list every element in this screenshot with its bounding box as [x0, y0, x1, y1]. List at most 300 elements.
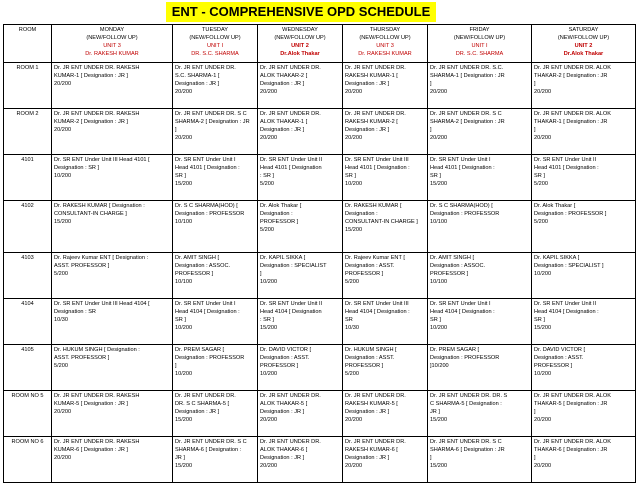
day-sub: (NEW/FOLLOW UP) [557, 35, 610, 42]
cell-line: Dr. SR ENT Under Unit I [430, 301, 491, 307]
cell-line: THAKAR-6 [ Designation : JR [534, 447, 608, 454]
cell-line: SR ] [175, 317, 186, 324]
cell-line: 20/200 [175, 135, 193, 142]
day-header [173, 25, 258, 63]
table-row [4, 155, 636, 201]
cell-line: Dr. SR ENT Under Unit II [534, 301, 597, 307]
cell-line: ] [430, 81, 432, 88]
cell-line: Dr. SR ENT Under Unit III [345, 157, 409, 163]
room-cell: ROOM NO 5 [4, 391, 52, 437]
schedule-cell [52, 299, 173, 345]
cell-line: SHARMA-1 [ Designation : JR [430, 73, 505, 80]
cell-line: 15/200 [54, 219, 72, 226]
cell-line: Designation : ASST. [260, 355, 310, 362]
table-row [4, 299, 636, 345]
schedule-cell [532, 299, 636, 345]
cell-line: Dr. AMIT SINGH [ [175, 255, 220, 261]
schedule-cell [258, 109, 343, 155]
cell-line: Dr. HUKUM SINGH [ Designation : [54, 347, 140, 353]
table-row [4, 109, 636, 155]
cell-line: Dr. JR ENT UNDER DR. S C [175, 439, 247, 445]
cell-line: SHARMA-2 [ Designation : JR [175, 119, 250, 126]
schedule-cell [343, 345, 428, 391]
day-doctor: Dr. RAKESH KUMAR [358, 51, 412, 58]
schedule-cell [173, 299, 258, 345]
schedule-cell [343, 63, 428, 109]
cell-line: ] [260, 271, 262, 278]
cell-line: Dr. JR ENT UNDER DR. [345, 111, 406, 117]
schedule-cell [532, 253, 636, 299]
schedule-cell [173, 155, 258, 201]
cell-line: 20/200 [54, 455, 72, 462]
cell-line: C SHARMA-5 [ Designation : [430, 401, 502, 408]
cell-line: Designation : SPECIALIST ] [534, 263, 604, 270]
cell-line: THAKAR-2 [ Designation : JR [534, 73, 608, 80]
cell-line: THAKAR-5 [ Designation : JR [534, 401, 608, 408]
cell-line: 5/200 [534, 181, 548, 188]
schedule-cell [258, 155, 343, 201]
cell-line: KUMAR-2 [ Designation : JR ] [54, 119, 128, 126]
cell-line: ]10/200 [430, 363, 449, 370]
cell-line: PROFESSOR ] [345, 271, 384, 278]
schedule-cell [532, 109, 636, 155]
cell-line: ALOK THAKAR-2 [ [260, 73, 308, 80]
schedule-cell [428, 345, 532, 391]
cell-line: 15/200 [175, 181, 193, 188]
cell-line: 20/200 [260, 89, 278, 96]
day-name: SATURDAY [568, 27, 599, 33]
cell-line: JR ] [430, 409, 440, 416]
day-sub: (NEW/FOLLOW UP) [189, 35, 241, 42]
cell-line: S.C. SHARMA-1 [ [175, 73, 220, 80]
room-cell: ROOM NO 6 [4, 437, 52, 483]
cell-line: Dr. SR ENT Under Unit II [260, 301, 323, 307]
cell-line: Head 4101 [ Designation : [534, 165, 599, 172]
cell-line: JR ] [175, 455, 185, 462]
cell-line: 10/100 [175, 279, 193, 286]
day-unit: UNIT 2 [574, 43, 593, 50]
cell-line: 5/200 [345, 371, 359, 378]
cell-line: SR ] [430, 173, 441, 180]
room-column-header: ROOM [4, 25, 52, 63]
schedule-cell [428, 253, 532, 299]
cell-line: ALOK THAKAR-5 [ [260, 401, 308, 408]
cell-line: Designation : JR ] [175, 81, 220, 88]
day-unit: UNIT 3 [376, 43, 394, 50]
schedule-cell [173, 109, 258, 155]
cell-line: 10/100 [175, 219, 193, 226]
schedule-cell [173, 391, 258, 437]
cell-line: PROFESSOR ] [345, 363, 384, 370]
day-unit: UNIT 3 [103, 43, 121, 50]
day-doctor: DR. S.C. SHARMA [191, 51, 239, 58]
day-header [428, 25, 532, 63]
cell-line: 20/200 [345, 89, 363, 96]
cell-line: 20/200 [430, 89, 448, 96]
cell-line: Head 4101 [ Designation : [175, 165, 240, 172]
cell-line: Designation : SPECIALIST [260, 263, 327, 270]
cell-line: PROFESSOR ] [534, 363, 573, 370]
cell-line: SR ] [175, 173, 186, 180]
cell-line: 10/200 [534, 371, 552, 378]
cell-line: Head 4104 [ Designation : [175, 309, 240, 316]
cell-line: SHARMA-6 [ Designation : [175, 447, 242, 454]
cell-line: 5/200 [260, 181, 274, 188]
day-name: THURSDAY [369, 27, 401, 33]
cell-line: CONSULTANT-IN CHARGE ] [345, 219, 418, 226]
cell-line: 10/200 [260, 371, 278, 378]
cell-line: Dr. Rajeev Kumar ENT [ [345, 255, 405, 261]
cell-line: 15/200 [430, 417, 448, 424]
day-doctor: Dr. RAKESH KUMAR [85, 51, 139, 58]
cell-line: 10/200 [54, 173, 72, 180]
cell-line: Dr. Alok Thakar [ [534, 203, 576, 209]
cell-line: Dr. JR ENT UNDER DR. [345, 65, 406, 71]
cell-line: Designation : PROFESSOR [175, 355, 245, 362]
cell-line: Head 4101 [ Designation [260, 165, 322, 172]
table-row [4, 63, 636, 109]
cell-line: 20/200 [345, 135, 363, 142]
cell-line: THAKAR-1 [ Designation : JR [534, 119, 608, 126]
cell-line: Designation : JR ] [175, 409, 220, 416]
schedule-cell [532, 391, 636, 437]
cell-line: ] [175, 127, 177, 134]
cell-line: Dr. SR ENT Under Unit III Head 4101 [ [54, 157, 150, 163]
cell-line: 20/200 [54, 127, 72, 134]
cell-line: Dr. JR ENT UNDER DR. ALOK [534, 393, 611, 399]
day-unit: UNIT I [471, 43, 488, 50]
cell-line: Designation : [260, 211, 293, 218]
cell-line: 20/200 [534, 463, 552, 470]
schedule-cell [258, 437, 343, 483]
cell-line: Designation : JR ] [260, 455, 305, 462]
schedule-cell [343, 109, 428, 155]
cell-line: Designation : [345, 211, 378, 218]
day-sub: (NEW/FOLLOW UP) [86, 35, 138, 42]
schedule-cell [173, 63, 258, 109]
cell-line: ] [430, 127, 432, 134]
cell-line: 10/200 [260, 279, 278, 286]
page-title: ENT - COMPREHENSIVE OPD SCHEDULE [166, 2, 436, 22]
schedule-cell [532, 63, 636, 109]
cell-line: 15/200 [430, 463, 448, 470]
cell-line: 5/200 [534, 219, 548, 226]
schedule-cell [343, 299, 428, 345]
day-sub: (NEW/FOLLOW UP) [359, 35, 411, 42]
cell-line: Head 4101 [ Designation : [430, 165, 495, 172]
cell-line: Designation : JR ] [260, 409, 305, 416]
schedule-cell [173, 437, 258, 483]
cell-line: 10/200 [430, 325, 448, 332]
day-unit: UNIT 2 [291, 43, 309, 50]
cell-line: ] [175, 363, 177, 370]
cell-line: Designation : JR ] [345, 409, 390, 416]
cell-line: Dr. JR ENT UNDER DR. [175, 393, 236, 399]
cell-line: Dr. JR ENT UNDER DR. [260, 65, 321, 71]
cell-line: 10/30 [345, 325, 359, 332]
day-header [52, 25, 173, 63]
cell-line: ALOK THAKAR-6 [ [260, 447, 308, 454]
cell-line: Designation : ASSOC. [430, 263, 486, 270]
schedule-cell [52, 201, 173, 253]
schedule-cell [428, 437, 532, 483]
schedule-cell [532, 345, 636, 391]
cell-line: PROFESSOR ] [260, 219, 299, 226]
cell-line: KUMAR-1 [ Designation : JR ] [54, 73, 128, 80]
cell-line: ] [534, 409, 536, 416]
room-cell: 4103 [4, 253, 52, 299]
cell-line: 20/200 [260, 417, 278, 424]
day-header [343, 25, 428, 63]
cell-line: 5/200 [345, 279, 359, 286]
cell-line: Dr. SR ENT Under Unit I [175, 157, 236, 163]
cell-line: Designation : JR ] [260, 127, 305, 134]
day-name: MONDAY [99, 27, 125, 33]
cell-line: 5/200 [260, 227, 274, 234]
cell-line: Designation : JR ] [260, 81, 305, 88]
table-row [4, 253, 636, 299]
day-name: TUESDAY [201, 27, 228, 33]
cell-line: RAKESH KUMAR-2 [ [345, 119, 398, 126]
cell-line: ] [534, 455, 536, 462]
header-row [4, 25, 636, 63]
cell-line: 20/200 [534, 135, 552, 142]
cell-line: Dr. S C SHARMA(HOD) [ [430, 203, 493, 209]
cell-line: 10/200 [175, 325, 193, 332]
schedule-cell [258, 253, 343, 299]
cell-line: 15/200 [175, 463, 193, 470]
cell-line: Dr. JR ENT UNDER DR. ALOK [534, 439, 611, 445]
cell-line: Designation : PROFESSOR ] [534, 211, 607, 218]
cell-line: PROFESSOR ] [260, 363, 299, 370]
cell-line: Dr. Rajeev Kumar ENT [ Designation : [54, 255, 149, 261]
cell-line: Dr. JR ENT UNDER DR. [345, 439, 406, 445]
cell-line: Head 4101 [ Designation : [345, 165, 410, 172]
cell-line: Dr. HUKUM SINGH [ [345, 347, 397, 353]
cell-line: Dr. JR ENT UNDER DR. S C [430, 111, 502, 117]
cell-line: Dr. SR ENT Under Unit III [345, 301, 409, 307]
cell-line: 10/200 [534, 271, 552, 278]
cell-line: Dr. JR ENT UNDER DR. [260, 439, 321, 445]
schedule-cell [173, 345, 258, 391]
cell-line: 20/200 [430, 135, 448, 142]
cell-line: ] [534, 127, 536, 134]
day-header [258, 25, 343, 63]
day-doctor: Dr.Alok Thakar [280, 51, 320, 58]
schedule-cell [532, 437, 636, 483]
cell-line: 15/200 [175, 417, 193, 424]
cell-line: 20/200 [260, 463, 278, 470]
cell-line: Dr. JR ENT UNDER DR. RAKESH [54, 111, 140, 117]
cell-line: 15/200 [260, 325, 278, 332]
cell-line: ASST. PROFESSOR ] [54, 263, 110, 270]
cell-line: Dr. JR ENT UNDER DR. [260, 111, 321, 117]
cell-line: SR ] [534, 173, 545, 180]
schedule-cell [52, 253, 173, 299]
cell-line: Dr. JR ENT UNDER DR. [260, 393, 321, 399]
cell-line: 20/200 [345, 463, 363, 470]
cell-line: 5/200 [54, 363, 68, 370]
cell-line: Designation : SR [54, 309, 96, 316]
schedule-cell [258, 299, 343, 345]
cell-line: Dr. SR ENT Under Unit I [430, 157, 491, 163]
cell-line: Dr. Alok Thakar [ [260, 203, 302, 209]
cell-line: ] [430, 455, 432, 462]
cell-line: 15/200 [534, 325, 552, 332]
cell-line: Head 4104 [ Designation : [345, 309, 410, 316]
table-row [4, 345, 636, 391]
schedule-cell [343, 201, 428, 253]
opd-schedule-table [3, 24, 636, 483]
schedule-cell [52, 391, 173, 437]
schedule-cell [532, 155, 636, 201]
cell-line: Designation : JR ] [345, 81, 390, 88]
room-cell: 4104 [4, 299, 52, 345]
day-doctor: Dr.Alok Thakar [563, 51, 604, 58]
cell-line: CONSULTANT-IN CHARGE ] [54, 211, 127, 218]
room-cell: ROOM 2 [4, 109, 52, 155]
cell-line: : SR ] [260, 317, 274, 324]
cell-line: 20/200 [175, 89, 193, 96]
day-sub: (NEW/FOLLOW UP) [453, 35, 506, 42]
cell-line: 20/200 [534, 417, 552, 424]
cell-line: Dr. JR ENT UNDER DR. S C [175, 111, 247, 117]
room-cell: ROOM 1 [4, 63, 52, 109]
schedule-cell [428, 391, 532, 437]
schedule-cell [428, 63, 532, 109]
cell-line: Dr. JR ENT UNDER DR. RAKESH [54, 439, 140, 445]
room-cell: 4102 [4, 201, 52, 253]
schedule-body [4, 63, 636, 483]
cell-line: KUMAR-5 [ Designation : JR ] [54, 401, 128, 408]
schedule-cell [428, 299, 532, 345]
cell-line: 20/200 [54, 409, 72, 416]
cell-line: Dr. SR ENT Under Unit II [534, 157, 597, 163]
cell-line: Designation : ASST. [534, 355, 584, 362]
day-name: WEDNESDAY [282, 27, 318, 33]
schedule-cell [52, 437, 173, 483]
cell-line: 5/200 [54, 271, 68, 278]
cell-line: RAKESH KUMAR-6 [ [345, 447, 398, 454]
cell-line: Head 4104 [ Designation [260, 309, 322, 316]
room-cell: 4101 [4, 155, 52, 201]
cell-line: 10/30 [54, 317, 68, 324]
cell-line: Designation : PROFESSOR [430, 355, 500, 362]
cell-line: SHARMA-6 [ Designation : JR [430, 447, 505, 454]
cell-line: Head 4104 [ Designation : [534, 309, 599, 316]
table-row [4, 391, 636, 437]
cell-line: PROFESSOR ] [175, 271, 214, 278]
schedule-cell [52, 63, 173, 109]
schedule-cell [343, 391, 428, 437]
cell-line: RAKESH KUMAR-5 [ [345, 401, 398, 408]
schedule-cell [343, 437, 428, 483]
cell-line: Designation : ASSOC. [175, 263, 231, 270]
cell-line: Dr. JR ENT UNDER DR. S.C. [430, 65, 504, 71]
cell-line: ALOK THAKAR-1 [ [260, 119, 308, 126]
day-header [532, 25, 636, 63]
schedule-cell [343, 155, 428, 201]
cell-line: Dr. DAVID VICTOR [ [260, 347, 312, 353]
cell-line: 10/200 [345, 181, 363, 188]
cell-line: SR ] [430, 317, 441, 324]
cell-line: Dr. PREM SAGAR [ [430, 347, 480, 353]
cell-line: DR. S C SHARMA-5 [ [175, 401, 230, 408]
cell-line: Designation : PROFESSOR [430, 211, 500, 218]
cell-line: ] [534, 81, 536, 88]
cell-line: Designation : ASST. [345, 263, 395, 270]
schedule-cell [258, 345, 343, 391]
cell-line: 10/200 [175, 371, 193, 378]
cell-line: Dr. S C SHARMA(HOD) [ [175, 203, 238, 209]
cell-line: 20/200 [260, 135, 278, 142]
day-doctor: DR. S.C. SHARMA [455, 51, 504, 58]
cell-line: KUMAR-6 [ Designation : JR ] [54, 447, 128, 454]
cell-line: ASST. PROFESSOR ] [54, 355, 110, 362]
schedule-cell [173, 201, 258, 253]
cell-line: Designation : ASST. [345, 355, 395, 362]
schedule-cell [532, 201, 636, 253]
cell-line: SR [345, 317, 353, 324]
schedule-cell [343, 253, 428, 299]
cell-line: 15/200 [345, 227, 363, 234]
room-cell: 4105 [4, 345, 52, 391]
cell-line: SHARMA-2 [ Designation : JR [430, 119, 505, 126]
cell-line: Designation : SR ] [54, 165, 100, 172]
cell-line: PROFESSOR ] [430, 271, 469, 278]
table-row [4, 437, 636, 483]
cell-line: Dr. JR ENT UNDER DR. S C [430, 439, 502, 445]
schedule-cell [258, 63, 343, 109]
schedule-cell [52, 109, 173, 155]
cell-line: Dr. JR ENT UNDER DR. [345, 393, 406, 399]
cell-line: 15/200 [430, 181, 448, 188]
schedule-cell [173, 253, 258, 299]
cell-line: Dr. JR ENT UNDER DR. DR. S [430, 393, 508, 399]
day-sub: (NEW/FOLLOW UP) [274, 35, 326, 42]
cell-line: Dr. SR ENT Under Unit I [175, 301, 236, 307]
cell-line: Dr. JR ENT UNDER DR. RAKESH [54, 65, 140, 71]
schedule-cell [258, 201, 343, 253]
cell-line: Dr. DAVID VICTOR [ [534, 347, 586, 353]
cell-line: Dr. KAPIL SIKKA [ [260, 255, 306, 261]
cell-line: Dr. JR ENT UNDER DR. ALOK [534, 111, 611, 117]
table-row [4, 201, 636, 253]
schedule-cell [52, 155, 173, 201]
cell-line: Dr. JR ENT UNDER DR. [175, 65, 236, 71]
cell-line: SR ] [534, 317, 545, 324]
cell-line: Dr. KAPIL SIKKA [ [534, 255, 580, 261]
cell-line: 20/200 [345, 417, 363, 424]
cell-line: Designation : JR ] [345, 455, 390, 462]
schedule-cell [428, 201, 532, 253]
cell-line: Designation : JR ] [345, 127, 390, 134]
schedule-cell [52, 345, 173, 391]
cell-line: Dr. JR ENT UNDER DR. ALOK [534, 65, 611, 71]
cell-line: Dr. RAKESH KUMAR [ Designation : [54, 203, 145, 209]
cell-line: Designation : PROFESSOR [175, 211, 245, 218]
schedule-cell [258, 391, 343, 437]
cell-line: Dr. RAKESH KUMAR [ [345, 203, 402, 209]
cell-line: Dr. SR ENT Under Unit III Head 4104 [ [54, 301, 150, 307]
cell-line: Dr. JR ENT UNDER DR. RAKESH [54, 393, 140, 399]
cell-line: 10/100 [430, 219, 448, 226]
cell-line: SR ] [345, 173, 356, 180]
cell-line: 10/100 [430, 279, 448, 286]
day-unit: UNIT I [206, 43, 224, 50]
cell-line: Dr. SR ENT Under Unit II [260, 157, 323, 163]
schedule-cell [428, 155, 532, 201]
